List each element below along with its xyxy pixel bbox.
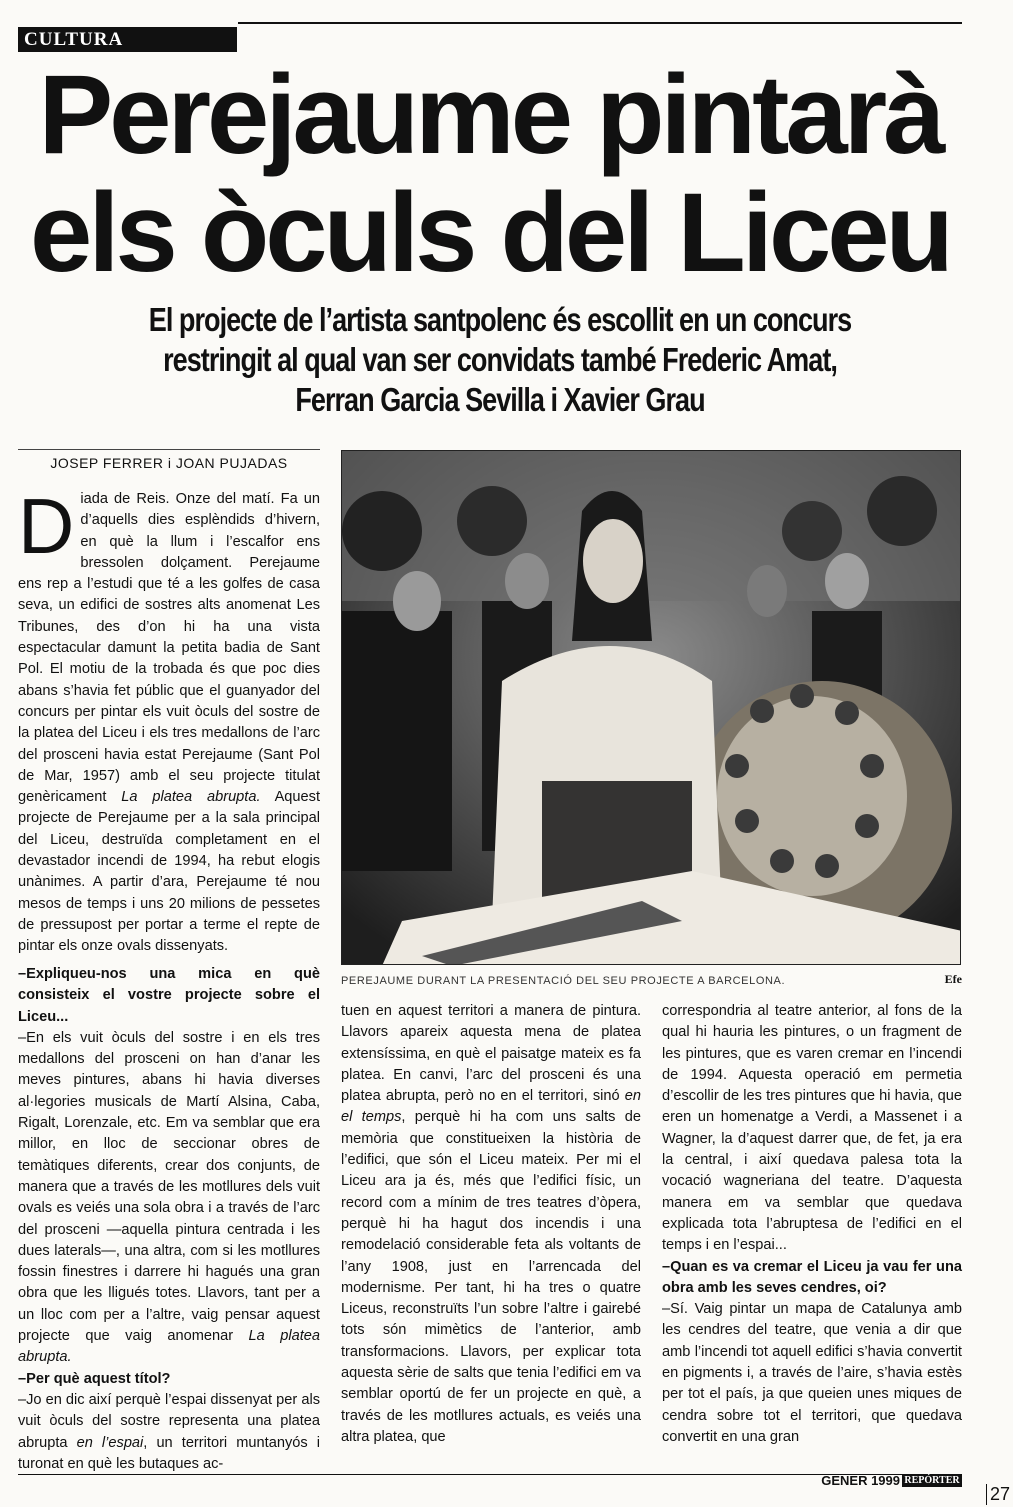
headline-line-2: els òculs del Liceu <box>30 170 950 295</box>
answer-1: –En els vuit òculs del sostre i en els tres medallons del prosceni on han d’anar les meves pintures, abans hi havia diverses al·legories musicals de Martí Alsina, Caba, Rigalt, Lorenzale, etc. Em va semblar que era millor, en lloc de seccionar obres de temàtiques diferents, crear dos conjunts, de manera que a través de les motllures dels vuit ovals es veiés una sola obra i a través de l’arc del prosceni —aquella pintura centrada i les dues laterals—, una altra, com si les motllures fossin finestres i darrere hi hagués una gran obra que les lligués totes. Llavors, tant per a un lloc com per a l’altre, vaig pensar aquest projecte que vaig anomenar La platea abrupta. <box>18 1029 320 1366</box>
subhead-line-2: restringit al qual van ser convidats també Frederic Amat, <box>163 341 837 378</box>
page-number: 27 <box>986 1484 1013 1505</box>
top-rule <box>238 22 962 24</box>
project-title: La platea abrupta. <box>121 789 261 806</box>
answer-3: –Sí. Vaig pintar un mapa de Catalunya amb les cendres del teatre, que venia a dir que amb l’incendi tot aquell edifici s’havia convertit en pigments i, a través de l’aire, s’havia estès per tot el país, ja que queien unes miques de cendra sobre tot el territori, que quedava convertit en una gran <box>662 1301 962 1445</box>
photo-illustration <box>342 451 961 965</box>
subhead-line-1: El projecte de l’artista santpolenc és escollit en un concurs <box>148 301 852 338</box>
photo-caption: PEREJAUME DURANT LA PRESENTACIÓ DEL SEU PROJECTE A BARCELONA. <box>341 975 786 987</box>
column-2-text: tuen en aquest territori a manera de pintura. Llavors apareix aquesta mena de platea extensíssima, en què el paisatge mateix es fa platea. En canvi, l’arc del prosceni és una platea abrupta, però no en el territori, sinó en el temps, perquè hi ha com uns salts de memòria que constitueixen la història de l’edifici, que són el Liceu mateix. Per mi el Liceu ara ja és, més que l’edifici físic, un record com a mínim de tres teatres d’òpera, perquè hi ha hagut dos incendis i una remodelació considerable feta als voltants de l’any 1908, just en l’arrencada del modernisme. Per tant, hi ha tres o quatre Liceus, reconstruïts l’un sobre l’altre i gairebé tots són mimètics de l’anterior, amb transformacions. Llavors, per explicar tota aquesta sèrie de salts que tenia l’edifici em va semblar oportú de fer un projecte en què, a través de les motllures actuals, es veiés una altra platea, que <box>341 1003 642 1445</box>
column-1-interview <box>18 964 320 1475</box>
subheadline <box>123 300 877 420</box>
byline: JOSEP FERRER i JOAN PUJADAS <box>50 455 288 471</box>
question-1: –Expliqueu-nos una mica en què consisteix el vostre projecte sobre el Liceu... <box>18 966 320 1025</box>
column-3 <box>662 1001 962 1448</box>
answer-2: –Jo en dic així perquè l’espai dissenyat per als vuit òculs del sostre representa una platea abrupta en l’espai, un territori muntanyós i turonat en què les butaques ac- <box>18 1391 320 1472</box>
column-2 <box>341 1001 641 1448</box>
magazine-logo: REPÓRTER <box>902 1474 962 1487</box>
issue-date: GENER 1999 <box>821 1473 900 1488</box>
photo-credit: Efe <box>944 972 962 986</box>
question-3: –Quan es va cremar el Liceu ja vau fer una obra amb les seves cendres, oi? <box>662 1258 962 1296</box>
column-1-intro <box>18 482 321 958</box>
subhead-line-3: Ferran Garcia Sevilla i Xavier Grau <box>295 381 705 418</box>
headline <box>18 52 962 295</box>
article-photo <box>341 450 961 965</box>
question-2: –Per què aquest títol? <box>18 1370 171 1387</box>
drop-cap: D <box>18 482 75 570</box>
intro-paragraph: Diada de Reis. Onze del matí. Fa un d’aquells dies esplèndids d’hivern, en què la llum i l’escalfor ens bressolen dolçament. Perejaume ens rep a l’estudi que té a les golfes de casa seva, un edifici de sostres alts anomenat Les Tribunes, des d’on hi ha una vista espectacular damunt la petita badia de Sant Pol. El motiu de la trobada és que poc dies abans s’havia fet públic que el guanyador del concurs per pintar els vuit òculs del sostre de la platea del Liceu i els tres medallons de l’arc del prosceni havia estat Perejaume (Sant Pol de Mar, 1957) amb el seu projecte titulat genèricament La platea abrupta. Aquest projecte de Perejaume per a la sala principal del Liceu, destruïda completament en el devastador incendi de 1994, ha rebut elogis unànimes. A partir d’ara, Perejaume té nou mesos de temps i uns 20 milions de pessetes de pressupost per portar a terme el repte de pintar els onze ovals dissenyats. <box>18 482 321 955</box>
section-label: CULTURA <box>18 27 237 52</box>
byline-rule <box>18 449 320 450</box>
headline-line-1: Perejaume pintarà <box>38 52 942 177</box>
column-3-text: correspondria al teatre anterior, al fons de la qual hi hauria les pintures, o un fragment de les pintures, que es varen cremar en l’incendi de 1994. Aquesta operació em permetia d’escollir de les tres pintures que hi havia, que eren un homenatge a Verdi, a Massenet i a Wagner, la d’aquest darrer que, de fet, ja era la central, i així quedava palesa tota la vocació wagneriana del teatre. D’aquesta manera em va semblar que quedava explicada tota l’abruptesa de l’edifici en el temps i en l’espai... <box>662 1003 962 1254</box>
